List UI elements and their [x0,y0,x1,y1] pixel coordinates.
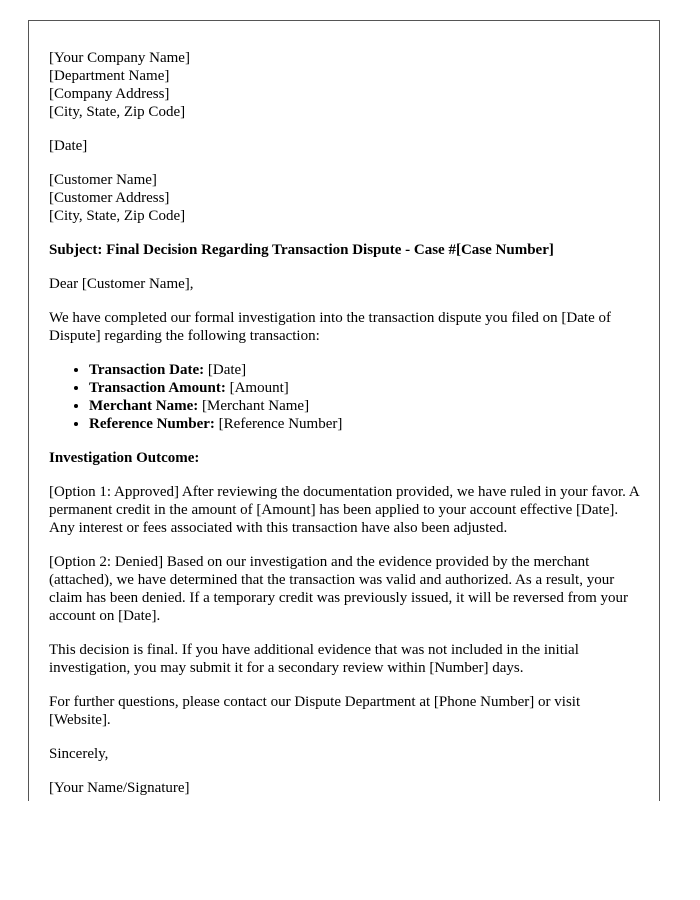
recipient-city: [City, State, Zip Code] [49,208,186,224]
sender-city: [City, State, Zip Code] [49,104,186,120]
detail-value: [Reference Number] [214,416,343,432]
detail-value: [Merchant Name] [198,398,310,414]
recipient-name: [Customer Name] [49,172,157,188]
intro-paragraph: We have completed our formal investigation into the transaction dispute you filed on [Date of Dispute] regarding the following transaction: [49,310,611,344]
option1-paragraph: [Option 1: Approved] After reviewing the documentation provided, we have ruled in your favor. A permanent credit in the amount of [Amount] has been applied to your account effective [Date]. Any interest or fees associated with this transaction have also been adjusted. [49,484,639,536]
recipient-block [49,171,639,225]
list-item [89,379,639,397]
detail-value: [Amount] [225,380,289,396]
subject-line: Subject: Final Decision Regarding Transaction Dispute - Case #[Case Number] [49,242,554,258]
outcome-heading: Investigation Outcome: [49,450,200,466]
letter-date: [Date] [49,138,88,154]
detail-label: Reference Number: [89,416,215,432]
option2-paragraph: [Option 2: Denied] Based on our investigation and the evidence provided by the merchant (attached), we have determined that the transaction was valid and authorized. As a result, your claim has been denied. If a temporary credit was previously issued, it will be reversed from your account on [Date]. [49,554,628,624]
list-item [89,397,639,415]
sender-block [49,49,639,121]
salutation: Dear [Customer Name], [49,276,194,292]
sender-address: [Company Address] [49,86,170,102]
closing: Sincerely, [49,746,109,762]
signature: [Your Name/Signature] [49,780,190,796]
contact-paragraph: For further questions, please contact our Dispute Department at [Phone Number] or visit [Website]. [49,694,581,728]
list-item [89,415,639,433]
letter-page [28,20,660,801]
sender-company: [Your Company Name] [49,50,190,66]
detail-label: Transaction Amount: [89,380,226,396]
recipient-address: [Customer Address] [49,190,170,206]
sender-department: [Department Name] [49,68,170,84]
detail-label: Merchant Name: [89,398,199,414]
transaction-details-list [49,361,639,433]
list-item [89,361,639,379]
detail-label: Transaction Date: [89,362,205,378]
detail-value: [Date] [204,362,247,378]
final-paragraph: This decision is final. If you have additional evidence that was not included in the initial investigation, you may submit it for a secondary review within [Number] days. [49,642,579,676]
